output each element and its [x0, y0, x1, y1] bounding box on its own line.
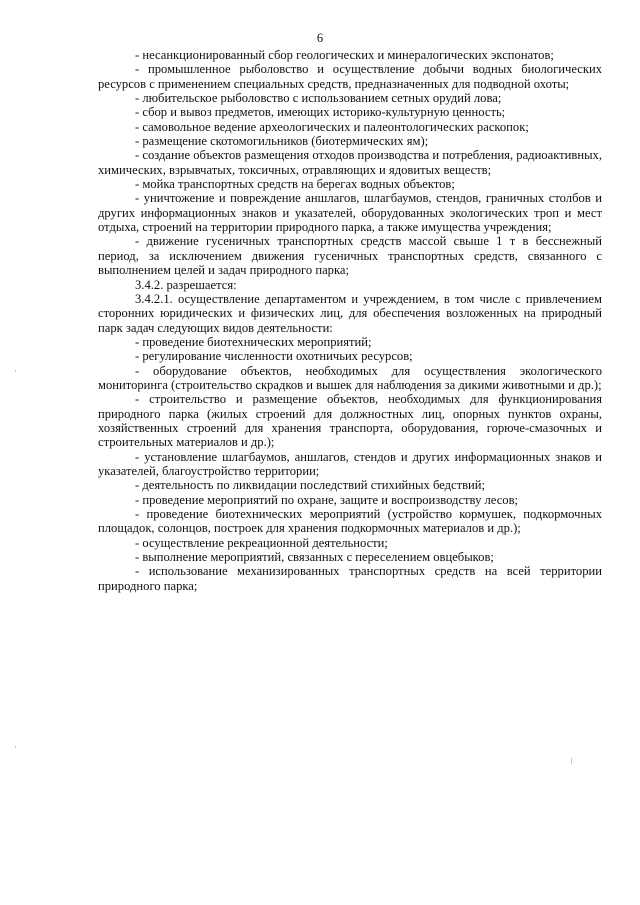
- paragraph: - установление шлагбаумов, аншлагов, стендов и других информационных знаков и указателей, благоустройство территории;: [98, 449, 602, 478]
- paragraph: - несанкционированный сбор геологических и минералогических экспонатов;: [135, 48, 554, 62]
- paragraph: - выполнение мероприятий, связанных с переселением овцебыков;: [135, 550, 494, 565]
- paragraph: - промышленное рыболовство и осуществление добычи водных биологических ресурсов с применением специальных средств, предназначенных для подводной охоты;: [98, 62, 602, 91]
- paragraph: - самовольное ведение археологических и палеонтологических раскопок;: [135, 119, 529, 134]
- paragraph: - уничтожение и повреждение аншлагов, шлагбаумов, стендов, граничных столбов и других информационных знаков и указателей, оборудованных экологических троп и мест отдыха, строений на территории природного парка, а также имущества учреждения;: [98, 191, 602, 235]
- scan-artifact: [571, 758, 572, 764]
- document-body: [98, 48, 602, 593]
- section-heading: 3.4.2. разрешается:: [135, 277, 237, 292]
- paragraph: - деятельность по ликвидации последствий стихийных бедствий;: [135, 478, 486, 493]
- paragraph: - использование механизированных транспортных средств на всей территории природного парка;: [98, 564, 602, 593]
- paragraph: - осуществление рекреационной деятельности;: [135, 535, 388, 550]
- paragraph: - оборудование объектов, необходимых для осуществления экологического мониторинга (строительство скрадков и вышек для наблюдения за дикими животными и др.);: [98, 363, 602, 392]
- paragraph: - мойка транспортных средств на берегах водных объектов;: [135, 177, 455, 192]
- paragraph: - размещение скотомогильников (биотермических ям);: [135, 134, 429, 149]
- paragraph: - регулирование численности охотничьих ресурсов;: [135, 349, 413, 364]
- paragraph: 3.4.2.1. осуществление департаментом и учреждением, в том числе с привлечением сторонних юридических и физических лиц, для обеспечения возложенных на природный парк задач следующих видов деятельности:: [98, 291, 602, 335]
- page-number: 6: [316, 31, 324, 45]
- paragraph: - проведение биотехнических мероприятий;: [135, 334, 372, 349]
- paragraph: - создание объектов размещения отходов производства и потребления, радиоактивных, химических, взрывчатых, токсичных, отравляющих и ядовитых веществ;: [98, 148, 602, 177]
- scan-artifact: [15, 370, 16, 372]
- scan-artifact: [15, 746, 16, 748]
- paragraph: - строительство и размещение объектов, необходимых для функционирования природного парка (жилых строений для должностных лиц, опорных пунктов охраны, хозяйственных строений для хранения транспорта, оборудования, горюче-смазочных и строительных материалов и др.);: [98, 392, 602, 450]
- paragraph: - проведение биотехнических мероприятий (устройство кормушек, подкормочных площадок, солонцов, построек для хранения подкормочных материалов и др.);: [98, 507, 602, 536]
- paragraph: - сбор и вывоз предметов, имеющих историко-культурную ценность;: [135, 105, 506, 120]
- paragraph: - любительское рыболовство с использованием сетных орудий лова;: [135, 91, 502, 106]
- paragraph: - проведение мероприятий по охране, защите и воспроизводству лесов;: [135, 492, 519, 507]
- paragraph: - движение гусеничных транспортных средств массой свыше 1 т в бесснежный период, за исключением движения гусеничных транспортных средств, связанного с выполнением целей и задач природного парка;: [98, 234, 602, 278]
